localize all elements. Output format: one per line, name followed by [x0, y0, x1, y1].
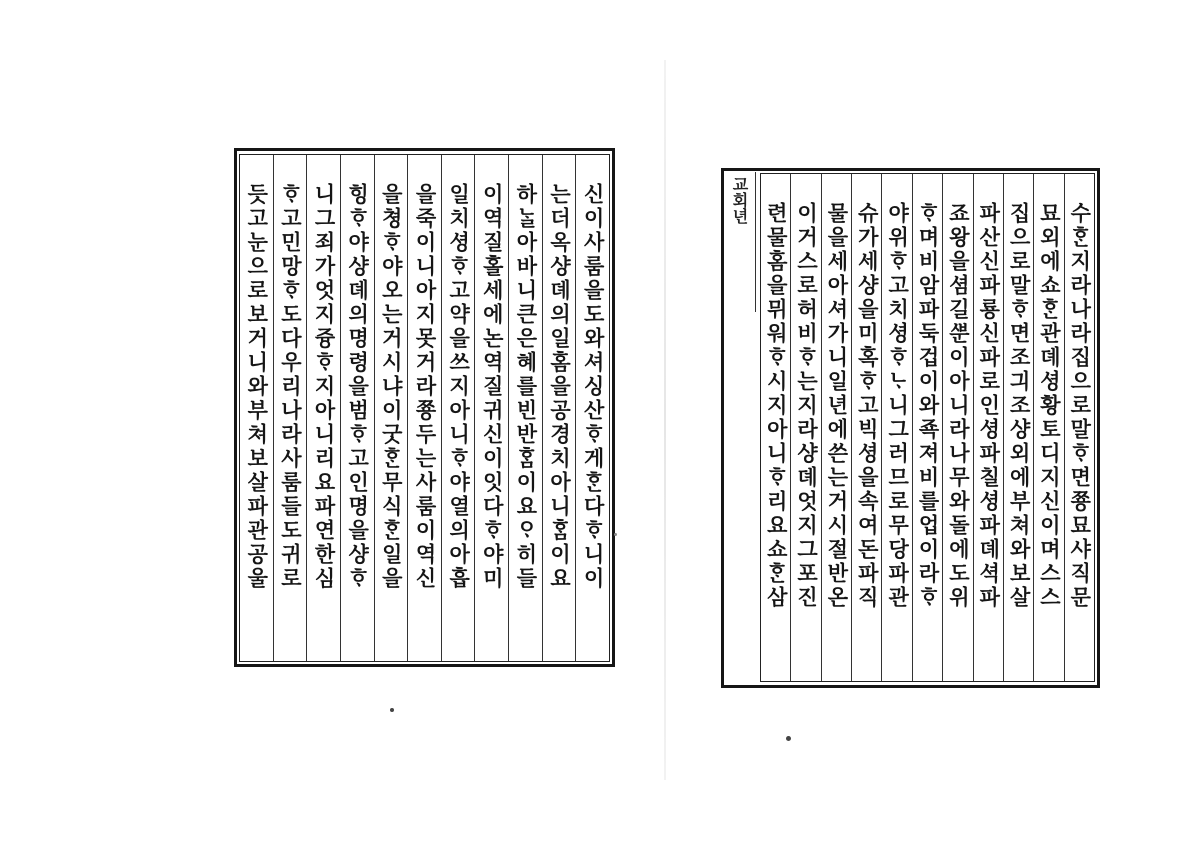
column-text: 집으로말ᄒᆞ면조긔조샹외에부쳐와보살	[1007, 202, 1032, 610]
right-page-frame	[721, 168, 1100, 688]
column-text: ᄒᆞ고민망ᄒᆞ도다우리나라사룸들도귀로	[278, 183, 303, 591]
column-text: 이역질홀세에논역질귀신이잇다ᄒᆞ야미	[480, 183, 505, 591]
column-text: 힝ᄒᆞ야샹뎨의명령을범ᄒᆞ고인명을샹ᄒᆞ	[345, 183, 370, 591]
text-column	[340, 155, 374, 661]
text-column	[306, 155, 340, 661]
column-text: 파산신파룡신파로인셩파칠셩파뎨셕파	[976, 202, 1001, 610]
text-column	[912, 174, 942, 681]
column-text: 는더옥샹뎨의일홈을공경치아니ᄒᆞᆷ이요	[547, 183, 572, 591]
text-column	[441, 155, 475, 661]
text-column	[761, 174, 790, 681]
text-column	[973, 174, 1003, 681]
column-text: 묘외에쇼ᄒᆞᆫ관뎨셩황토디지신이며스스	[1037, 202, 1062, 610]
column-text: 듯고눈으로보거니와부쳐보살파관공울	[244, 183, 269, 591]
text-column	[881, 174, 911, 681]
text-column	[942, 174, 972, 681]
text-column	[1064, 174, 1094, 681]
column-text: 물을세아셔가니일년에쓴는거시절반온	[824, 202, 849, 610]
margin-label-text: 교회년	[730, 176, 749, 224]
text-column	[542, 155, 576, 661]
ink-speck	[786, 736, 791, 741]
column-text: 죠왕을셤길ᄲᅮᆫ이아니라나무와돌에도위	[946, 202, 971, 610]
text-column	[1003, 174, 1033, 681]
column-text: 련물홈을뮈워ᄒᆞ시지아니ᄒᆞ리요쇼ᄒᆞᆫ삼	[764, 202, 789, 610]
column-text: ᄒᆞ며비암파둑겁이와죡져비를업이라ᄒᆞ	[916, 202, 941, 610]
column-text: 야위ᄒᆞ고치셩ᄒᆞᄂᆞ니그러므로무당파관	[885, 202, 910, 610]
page-gutter	[664, 60, 666, 780]
right-page-columns	[761, 174, 1094, 681]
column-text: 슈가세샹을미혹ᄒᆞ고빅셩을속여돈파직	[855, 202, 880, 610]
ink-speck	[614, 533, 617, 536]
left-page-frame	[234, 148, 615, 667]
column-text: 신이사룸을도와셔싱산ᄒᆞ게ᄒᆞᆫ다ᄒᆞ니이	[581, 183, 606, 591]
column-text: 하ᄂᆞᆯ아바니큰은혜를빈반ᄒᆞᆷ이요ᄋᆞ히들	[513, 183, 538, 591]
right-page-margin-label	[722, 172, 756, 312]
column-text: 이거스로허비ᄒᆞ는지라샹뎨엇지그포진	[794, 202, 819, 610]
column-text: 을쳥ᄒᆞ야오는거시냐이굿ᄒᆞᆫ무식ᄒᆞᆫ일을	[379, 183, 404, 591]
text-column	[374, 155, 408, 661]
text-column	[407, 155, 441, 661]
column-text: 을죽이니아지못거라쭁두는사룸이역신	[412, 183, 437, 591]
column-text: 니그죄가엇지즁ᄒᆞ지아니리요파연한심	[312, 183, 337, 591]
right-page-inner-border	[760, 173, 1095, 682]
text-column	[1033, 174, 1063, 681]
column-text: 일치셩ᄒᆞ고약을쓰지아니ᄒᆞ야열의아흡	[446, 183, 471, 591]
text-column	[240, 155, 273, 661]
column-text: 수ᄒᆞᆫ지라나라집으로말ᄒᆞ면쭁묘샤직문	[1067, 202, 1092, 610]
left-page-columns	[240, 155, 609, 661]
text-column	[821, 174, 851, 681]
ink-speck	[390, 708, 394, 712]
text-column	[790, 174, 820, 681]
text-column	[851, 174, 881, 681]
text-column	[474, 155, 508, 661]
left-page-inner-border	[239, 154, 610, 662]
text-column	[273, 155, 307, 661]
text-column	[508, 155, 542, 661]
text-column	[575, 155, 609, 661]
